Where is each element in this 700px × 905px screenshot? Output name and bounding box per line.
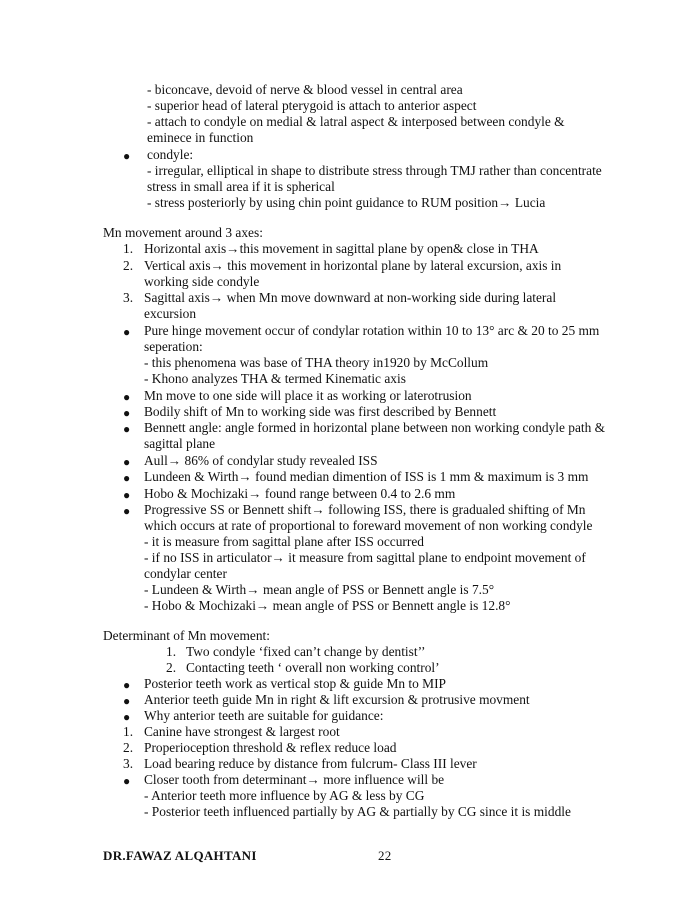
list-item: Vertical axis→ this movement in horizontal plane by lateral excursion, axis in (144, 258, 562, 273)
intro-line: - superior head of lateral pterygoid is attach to anterior aspect (147, 98, 477, 113)
bullet-marker: ● (123, 504, 131, 518)
list-number: 3. (123, 290, 134, 305)
list-item: Properioception threshold & reflex reduce load (144, 740, 397, 755)
list-item: Lundeen & Wirth→ found median dimention of ISS is 1 mm & maximum is 3 mm (144, 469, 589, 484)
list-item: Closer tooth from determinant→ more influence will be (144, 772, 445, 787)
intro-line: - attach to condyle on medial & latral aspect & interposed between condyle & (147, 114, 565, 129)
list-item: sagittal plane (144, 436, 216, 451)
list-item: Pure hinge movement occur of condylar rotation within 10 to 13° arc & 20 to 25 mm (144, 323, 600, 338)
condyle-label: condyle: (147, 147, 194, 162)
bullet-marker: ● (123, 149, 131, 163)
list-item: Load bearing reduce by distance from fulcrum- Class III lever (144, 756, 477, 771)
list-item: seperation: (144, 339, 203, 354)
list-item: Anterior teeth guide Mn in right & lift excursion & protrusive movment (144, 692, 530, 707)
bullet-marker: ● (123, 422, 131, 436)
list-item: Contacting teeth ‘ overall non working control’ (186, 660, 440, 675)
list-item: Why anterior teeth are suitable for guidance: (144, 708, 384, 723)
section-heading: Mn movement around 3 axes: (103, 225, 263, 240)
list-item: Progressive SS or Bennett shift→ following ISS, there is gradualed shifting of Mn (144, 502, 586, 517)
bullet-marker: ● (123, 694, 131, 708)
bullet-marker: ● (123, 774, 131, 788)
list-item: Mn move to one side will place it as working or laterotrusion (144, 388, 472, 403)
bullet-marker: ● (123, 678, 131, 692)
list-number: 2. (123, 740, 134, 755)
bullet-marker: ● (123, 710, 131, 724)
page-number: 22 (378, 848, 392, 863)
list-item: - it is measure from sagittal plane after ISS occurred (144, 534, 424, 549)
footer-author: DR.FAWAZ ALQAHTANI (103, 848, 257, 863)
bullet-marker: ● (123, 406, 131, 420)
list-number: 3. (123, 756, 134, 771)
condyle-line: - irregular, elliptical in shape to distribute stress through TMJ rather than concentrate (147, 163, 602, 178)
list-item: excursion (144, 306, 197, 321)
list-item: working side condyle (144, 274, 260, 289)
list-item: - this phenomena was base of THA theory in1920 by McCollum (144, 355, 489, 370)
list-number: 1. (166, 644, 177, 659)
bullet-marker: ● (123, 471, 131, 485)
list-item: Canine have strongest & largest root (144, 724, 340, 739)
list-item: Sagittal axis→ when Mn move downward at non-working side during lateral (144, 290, 557, 305)
condyle-line: stress in small area if it is spherical (147, 179, 335, 194)
list-item: - if no ISS in articulator→ it measure from sagittal plane to endpoint movement of (144, 550, 586, 565)
section-heading: Determinant of Mn movement: (103, 628, 270, 643)
bullet-marker: ● (123, 325, 131, 339)
bullet-marker: ● (123, 455, 131, 469)
list-item: Aull→ 86% of condylar study revealed ISS (144, 453, 378, 468)
bullet-marker: ● (123, 488, 131, 502)
list-item: - Anterior teeth more influence by AG & less by CG (144, 788, 425, 803)
list-number: 1. (123, 724, 134, 739)
list-item: Bodily shift of Mn to working side was first described by Bennett (144, 404, 497, 419)
list-item: condylar center (144, 566, 227, 581)
list-item: Two condyle ‘fixed can’t change by dentist’’ (186, 644, 426, 659)
intro-line: - biconcave, devoid of nerve & blood vessel in central area (147, 82, 463, 97)
list-item: - Hobo & Mochizaki→ mean angle of PSS or Bennett angle is 12.8° (144, 598, 511, 613)
intro-line: eminece in function (147, 130, 254, 145)
condyle-line: - stress posteriorly by using chin point guidance to RUM position→ Lucia (147, 195, 546, 210)
list-item: Hobo & Mochizaki→ found range between 0.4 to 2.6 mm (144, 486, 456, 501)
list-number: 2. (123, 258, 134, 273)
list-number: 2. (166, 660, 177, 675)
list-item: - Khono analyzes THA & termed Kinematic axis (144, 371, 406, 386)
list-number: 1. (123, 241, 134, 256)
list-item: - Lundeen & Wirth→ mean angle of PSS or Bennett angle is 7.5° (144, 582, 495, 597)
list-item: Bennett angle: angle formed in horizontal plane between non working condyle path & (144, 420, 606, 435)
list-item: which occurs at rate of proportional to foreward movement of non working condyle (144, 518, 593, 533)
bullet-marker: ● (123, 390, 131, 404)
list-item: Posterior teeth work as vertical stop & guide Mn to MIP (144, 676, 446, 691)
list-item: - Posterior teeth influenced partially by AG & partially by CG since it is middle (144, 804, 571, 819)
list-item: Horizontal axis→this movement in sagittal plane by open& close in THA (144, 241, 539, 256)
